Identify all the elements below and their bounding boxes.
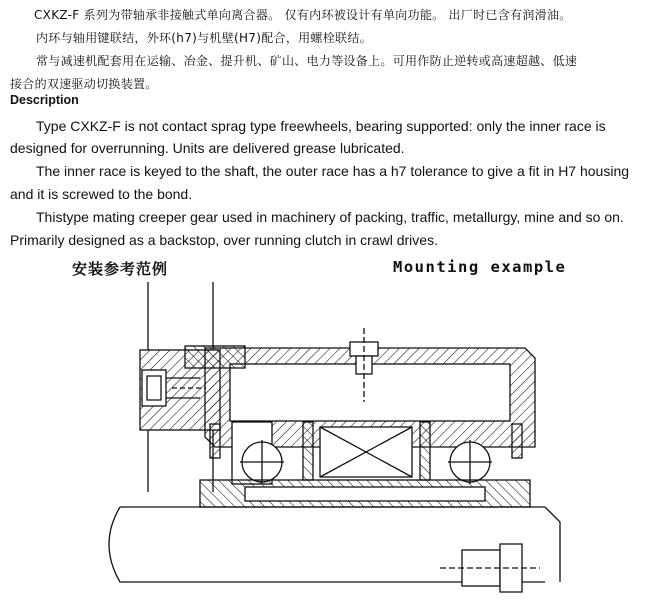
en-paragraph-line-6: Primarily designed as a backstop, over running clutch in crawl drives. <box>10 232 438 248</box>
description-heading: Description <box>10 93 79 107</box>
en-paragraph-line-4: and it is screwed to the bond. <box>10 186 193 202</box>
cover-plate <box>185 346 245 368</box>
cn-paragraph-line-4: 接合的双速驱动切换装置。 <box>10 77 158 91</box>
en-paragraph-line-3: The inner race is keyed to the shaft, the outer race has a h7 tolerance to give a fit in H7 housing <box>36 163 630 179</box>
cn-paragraph-line-1: CXKZ-F 系列为带轴承非接触式单向离合器。 仅有内环被设计有单向功能。 出厂时已含有润滑油。 <box>34 8 572 22</box>
mounting-example-drawing <box>0 282 650 615</box>
en-paragraph-line-5: Thistype mating creeper gear used in machinery of packing, traffic, metallurgy, mine and so on. <box>36 209 624 225</box>
cn-paragraph-line-3: 常与减速机配套用在运输、冶金、提升机、矿山、电力等设备上。可用作防止逆转或高速超越、低速 <box>36 54 578 68</box>
figure-caption-cn: 安装参考范例 <box>72 260 169 278</box>
en-paragraph-line-2: designed for overrunning. Units are delivered grease lubricated. <box>10 140 405 156</box>
figure-caption-en: Mounting example <box>393 258 567 276</box>
en-paragraph-line-1: Type CXKZ-F is not contact sprag type freewheels, bearing supported: only the inner race is <box>36 118 606 134</box>
cn-paragraph-line-2: 内环与轴用键联结，外环(h7)与机壁(H7)配合，用螺栓联结。 <box>36 31 372 45</box>
